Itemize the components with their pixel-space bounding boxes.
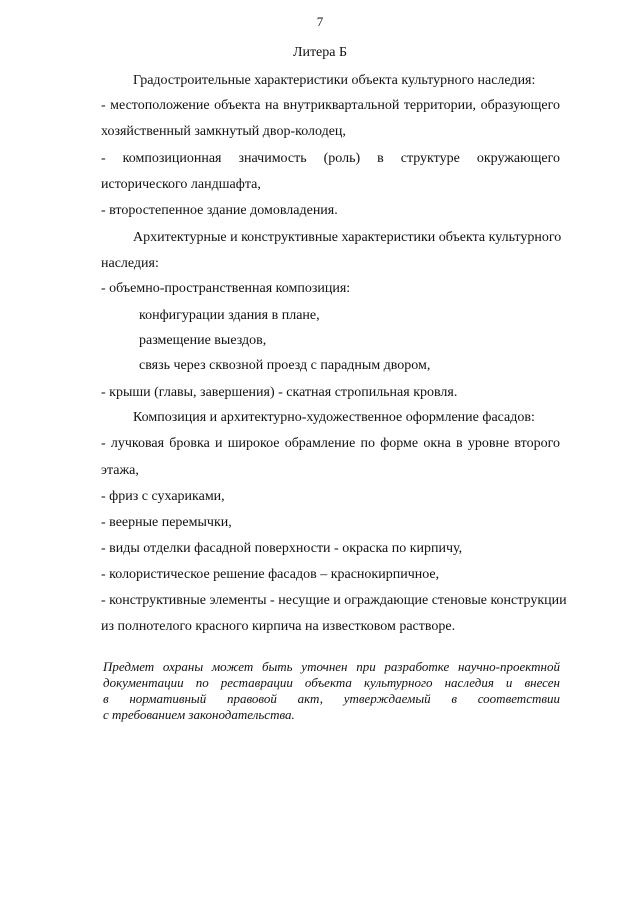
paragraph-line: - фриз с сухариками, — [101, 489, 225, 504]
paragraph-line: наследия: — [101, 256, 159, 271]
paragraph-line: Архитектурные и конструктивные характеристики объекта культурного — [133, 230, 562, 245]
note-line: документации по реставрации объекта культурного наследия и внесен — [103, 675, 560, 690]
note-line: Предмет охраны может быть уточнен при разработке научно-проектной — [103, 659, 560, 674]
paragraph-line: исторического ландшафта, — [101, 177, 261, 192]
paragraph-line: - крыши (главы, завершения) - скатная стропильная кровля. — [101, 385, 458, 400]
paragraph-line: из полнотелого красного кирпича на известковом растворе. — [101, 619, 456, 634]
paragraph-line: - местоположение объекта на внутриквартальной территории, образующего — [101, 98, 560, 113]
section-heading: Литера Б — [292, 45, 348, 60]
paragraph-line: - второстепенное здание домовладения. — [101, 203, 338, 218]
paragraph-line: - колористическое решение фасадов – краснокирпичное, — [101, 567, 440, 582]
paragraph-line: этажа, — [101, 463, 139, 478]
paragraph-line: - лучковая бровка и широкое обрамление по форме окна в уровне второго — [101, 436, 560, 451]
paragraph-line: - веерные перемычки, — [101, 515, 232, 530]
paragraph-line: - объемно-пространственная композиция: — [101, 281, 351, 296]
paragraph-line: хозяйственный замкнутый двор-колодец, — [101, 124, 346, 139]
note-line: с требованием законодательства. — [103, 707, 295, 722]
paragraph-line: - виды отделки фасадной поверхности - окраска по кирпичу, — [101, 541, 463, 556]
paragraph-line: размещение выездов, — [139, 333, 267, 348]
note-line: в нормативный правовой акт, утверждаемый в соответствии — [103, 691, 560, 706]
protection-note — [103, 659, 560, 723]
page-number: 7 — [316, 14, 324, 29]
paragraph-line: - конструктивные элементы - несущие и ограждающие стеновые конструкции — [101, 593, 567, 608]
paragraph-line: связь через сквозной проезд с парадным двором, — [139, 358, 431, 373]
paragraph-line: Композиция и архитектурно-художественное оформление фасадов: — [133, 410, 535, 425]
paragraph-line: конфигурации здания в плане, — [139, 308, 320, 323]
paragraph-line: Градостроительные характеристики объекта культурного наследия: — [133, 73, 536, 88]
paragraph-line: - композиционная значимость (роль) в структуре окружающего — [101, 151, 560, 166]
